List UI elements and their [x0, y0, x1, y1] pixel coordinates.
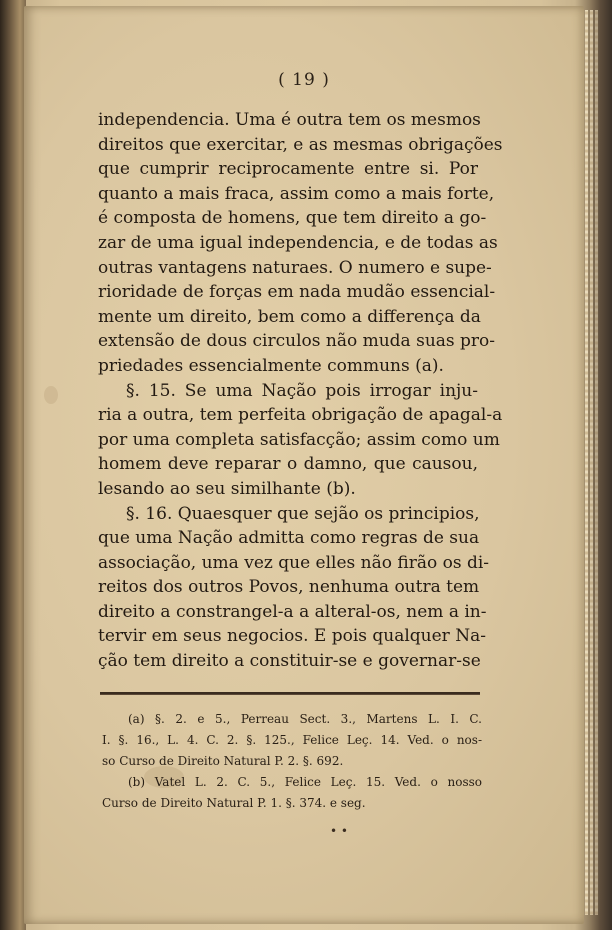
- facing-page-edge: [0, 0, 26, 930]
- text-line: extensão de dous circulos não muda suas pro-: [98, 331, 496, 352]
- text-line: é composta de homens, que tem direito a go-: [98, 208, 487, 229]
- footnote-a: (a) §. 2. e 5., Perreau Sect. 3., Martens L. I. C.: [128, 712, 482, 726]
- page-edge-stack: [590, 10, 593, 915]
- section-15-start: §. 15. Se uma Nação pois irrogar inju-: [126, 380, 478, 401]
- page-sheet: [24, 6, 584, 924]
- footnote-line: Curso de Direito Natural P. 1. §. 374. e seg.: [102, 796, 366, 810]
- text-line: mente um direito, bem como a differença da: [98, 306, 481, 327]
- text-line: ção tem direito a constituir-se e governar-se: [98, 651, 481, 672]
- text-line: por uma completa satisfacção; assim como um: [98, 429, 500, 450]
- text-line: quanto a mais fraca, assim como a mais forte,: [98, 183, 495, 204]
- text-line: lesando ao seu similhante (b).: [98, 478, 356, 499]
- footnote-b: (b) Vatel L. 2. C. 5., Felice Leç. 15. Ved. o nosso: [128, 775, 482, 789]
- footnote-divider: [100, 692, 480, 695]
- text-line: ria a outra, tem perfeita obrigação de apagal-a: [98, 405, 503, 426]
- page-number: ( 19 ): [278, 70, 330, 90]
- text-line: associação, uma vez que elles não firão os di-: [98, 552, 490, 573]
- section-16-start: §. 16. Quaesquer que sejão os principios,: [126, 503, 480, 524]
- footnote-line: I. §. 16., L. 4. C. 2. §. 125., Felice Leç. 14. Ved. o nos-: [102, 733, 482, 747]
- page-edge-stack: [595, 10, 598, 915]
- footnote-line: so Curso de Direito Natural P. 2. §. 692.: [102, 754, 344, 768]
- text-line: tervir em seus negocios. E pois qualquer Na-: [98, 626, 486, 647]
- text-line: zar de uma igual independencia, e de todas as: [98, 232, 498, 253]
- text-line: rioridade de forças em nada mudão essencial-: [98, 282, 496, 303]
- text-line: direito a constrangel-a a alteral-os, nem a in-: [98, 601, 487, 622]
- text-line: que cumprir reciprocamente entre si. Por: [98, 159, 478, 180]
- text-line: que uma Nação admitta como regras de sua: [98, 528, 480, 549]
- text-line: priedades essencialmente communs (a).: [98, 355, 444, 376]
- text-line: homem deve reparar o damno, que causou,: [98, 454, 478, 475]
- text-line: reitos dos outros Povos, nenhuma outra tem: [98, 577, 480, 598]
- footnotes: [102, 709, 482, 814]
- body-text: [98, 108, 503, 674]
- page-edge-stack: [585, 10, 588, 915]
- text-line: independencia. Uma é outra tem os mesmos: [98, 110, 481, 130]
- text-line: direitos que exercitar, e as mesmas obrigações: [98, 134, 503, 155]
- ornament-dots: • •: [330, 824, 348, 838]
- text-line: outras vantagens naturaes. O numero e supe-: [98, 257, 492, 278]
